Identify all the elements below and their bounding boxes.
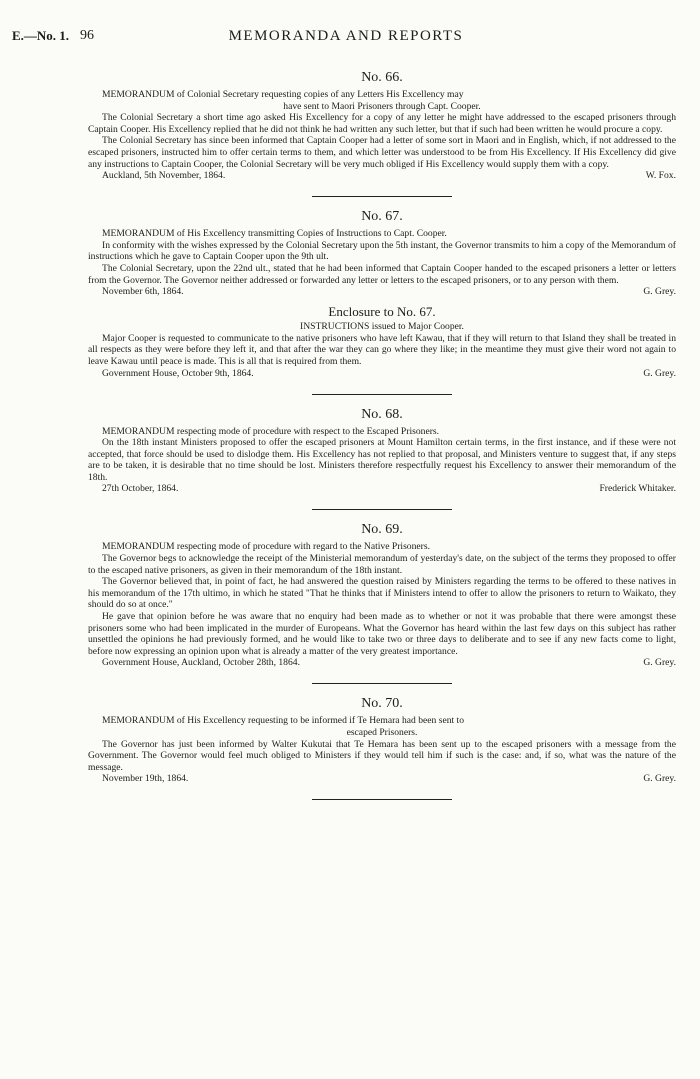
- date-line: 27th October, 1864.: [102, 483, 179, 495]
- section-heading: MEMORANDUM of Colonial Secretary requesting copies of any Letters His Excellency may: [102, 89, 464, 100]
- running-title: MEMORANDA AND REPORTS: [228, 28, 464, 44]
- enclosure-title: Enclosure to No. 67.: [328, 304, 436, 320]
- section-divider: [312, 683, 452, 684]
- paragraph: In conformity with the wishes expressed by the Colonial Secretary upon the 5th instant, the Governor transmits to him a copy of the Memorandum of instructions which he gave to Captain Cooper upon the 9th ult.: [88, 239, 676, 263]
- document-body: [88, 70, 676, 812]
- section-number: No. 67.: [361, 209, 403, 225]
- paragraph: The Governor believed that, in point of fact, he had answered the question raised by Ministers regarding the terms to be offered to these natives in his memorandum of the 17th ultimo, in which he stated "That he thinks that if Ministers intend to offer to allow the prisoners to return to Waikato, they should do so at once.": [88, 576, 676, 611]
- section-69: [88, 522, 676, 669]
- date-line: Government House, October 9th, 1864.: [102, 367, 254, 379]
- section-heading-continued: have sent to Maori Prisoners through Capt. Cooper.: [283, 100, 481, 112]
- signature: W. Fox.: [645, 170, 676, 182]
- section-divider: [312, 509, 452, 510]
- signature: G. Grey.: [643, 286, 676, 298]
- section-70: [88, 696, 676, 785]
- signature-line: [88, 657, 676, 669]
- section-67: [88, 209, 676, 379]
- signature-line: [88, 773, 676, 785]
- section-number: No. 69.: [361, 522, 403, 538]
- signature-line: [88, 368, 676, 380]
- signature-line: [88, 483, 676, 495]
- date-line: Auckland, 5th November, 1864.: [102, 170, 226, 182]
- date-line: November 19th, 1864.: [102, 773, 189, 785]
- signature-line: [88, 170, 676, 182]
- signature: G. Grey.: [643, 773, 676, 785]
- section-divider: [312, 394, 452, 395]
- paragraph: Major Cooper is requested to communicate to the native prisoners who have left Kawau, that if they will return to that Island they shall be treated in all respects as they were before they left it, and that after the war they can go where they like; in the meantime they must give their word not again to leave Kawau until peace is made. This is all that is required from them.: [88, 332, 676, 367]
- signature: G. Grey.: [643, 657, 676, 669]
- paragraph: The Colonial Secretary has since been informed that Captain Cooper had a letter of some sort in Maori and in English, which, if not addressed to the escaped prisoners, instructed him to offer certain terms to them, and which letter was understood to be from His Excellency. If His Excellency did give any instructions to Captain Cooper, the Colonial Secretary will be very much obliged if His Excellency would supply them with a copy.: [88, 135, 676, 170]
- section-heading: MEMORANDUM of His Excellency requesting to be informed if Te Hemara had been sent to: [102, 715, 465, 727]
- paragraph: The Colonial Secretary a short time ago asked His Excellency for a copy of any letter he might have addressed to the escaped prisoners through Captain Cooper. His Excellency replied that he did not think he had written any such letter, but that if such had been written he would procure a copy.: [88, 112, 676, 135]
- signature: Frederick Whitaker.: [599, 483, 676, 495]
- paragraph: On the 18th instant Ministers proposed to offer the escaped prisoners at Mount Hamilton certain terms, in the first instance, and if these were not accepted, that force should be used to dislodge them. His Excellency has not replied to that proposal, and Ministers venture to suggest that, if any steps are to be taken, it is desirable that no time should be lost. Ministers therefore respectfully request his Excellency to answer their memorandum of the 18th.: [88, 437, 676, 483]
- paragraph: He gave that opinion before he was aware that no enquiry had been made as to whether or not it was probable that there were amongst these prisoners some who had been implicated in the murder of Europeans. What the Governor has heard within the last few days on this subject has rather unsettled the opinions he had previously formed, and he would like to take two or three days to deliberate and to see if any new facts come to light, before now expressing an opinion upon what is already a matter of the very greatest importance.: [88, 611, 676, 657]
- section-divider: [312, 799, 452, 800]
- paragraph: The Governor has just been informed by Walter Kukutai that Te Hemara has been sent up to the escaped prisoners with a message from the Government. The Governor would feel much obliged to Ministers if they would tell him if such is the case: and, if so, what was the nature of the message.: [88, 738, 676, 773]
- section-divider: [312, 196, 452, 197]
- section-number: No. 70.: [361, 696, 403, 712]
- section-66: [88, 70, 676, 182]
- signature-line: [88, 286, 676, 298]
- section-heading-continued: escaped Prisoners.: [346, 727, 418, 738]
- signature: G. Grey.: [643, 367, 676, 379]
- page-header: [12, 28, 680, 46]
- enclosure-subtitle: INSTRUCTIONS issued to Major Cooper.: [300, 321, 464, 333]
- section-number: No. 66.: [361, 70, 403, 85]
- date-line: Government House, Auckland, October 28th, 1864.: [102, 657, 300, 669]
- section-number: No. 68.: [361, 406, 403, 422]
- page-number: 96: [80, 28, 94, 43]
- section-heading: MEMORANDUM respecting mode of procedure with respect to the Escaped Prisoners.: [102, 425, 440, 437]
- section-heading: MEMORANDUM of His Excellency transmitting Copies of Instructions to Capt. Cooper.: [102, 228, 447, 240]
- series-label: E.—No. 1.: [12, 28, 70, 43]
- date-line: November 6th, 1864.: [102, 286, 184, 298]
- paragraph: The Colonial Secretary, upon the 22nd ult., stated that he had been informed that Captain Cooper handed to the escaped prisoners a letter or letters from the Governor. The Governor neither addressed or forwarded any letter or letters to the escaped prisoners, or to any person with them.: [88, 262, 676, 286]
- section-68: [88, 407, 676, 496]
- section-heading: MEMORANDUM respecting mode of procedure with regard to the Native Prisoners.: [102, 541, 430, 553]
- paragraph: The Governor begs to acknowledge the receipt of the Ministerial memorandum of yesterday's date, on the subject of the terms they proposed to offer to the escaped native prisoners, as given in their memorandum of the 18th instant.: [88, 553, 676, 576]
